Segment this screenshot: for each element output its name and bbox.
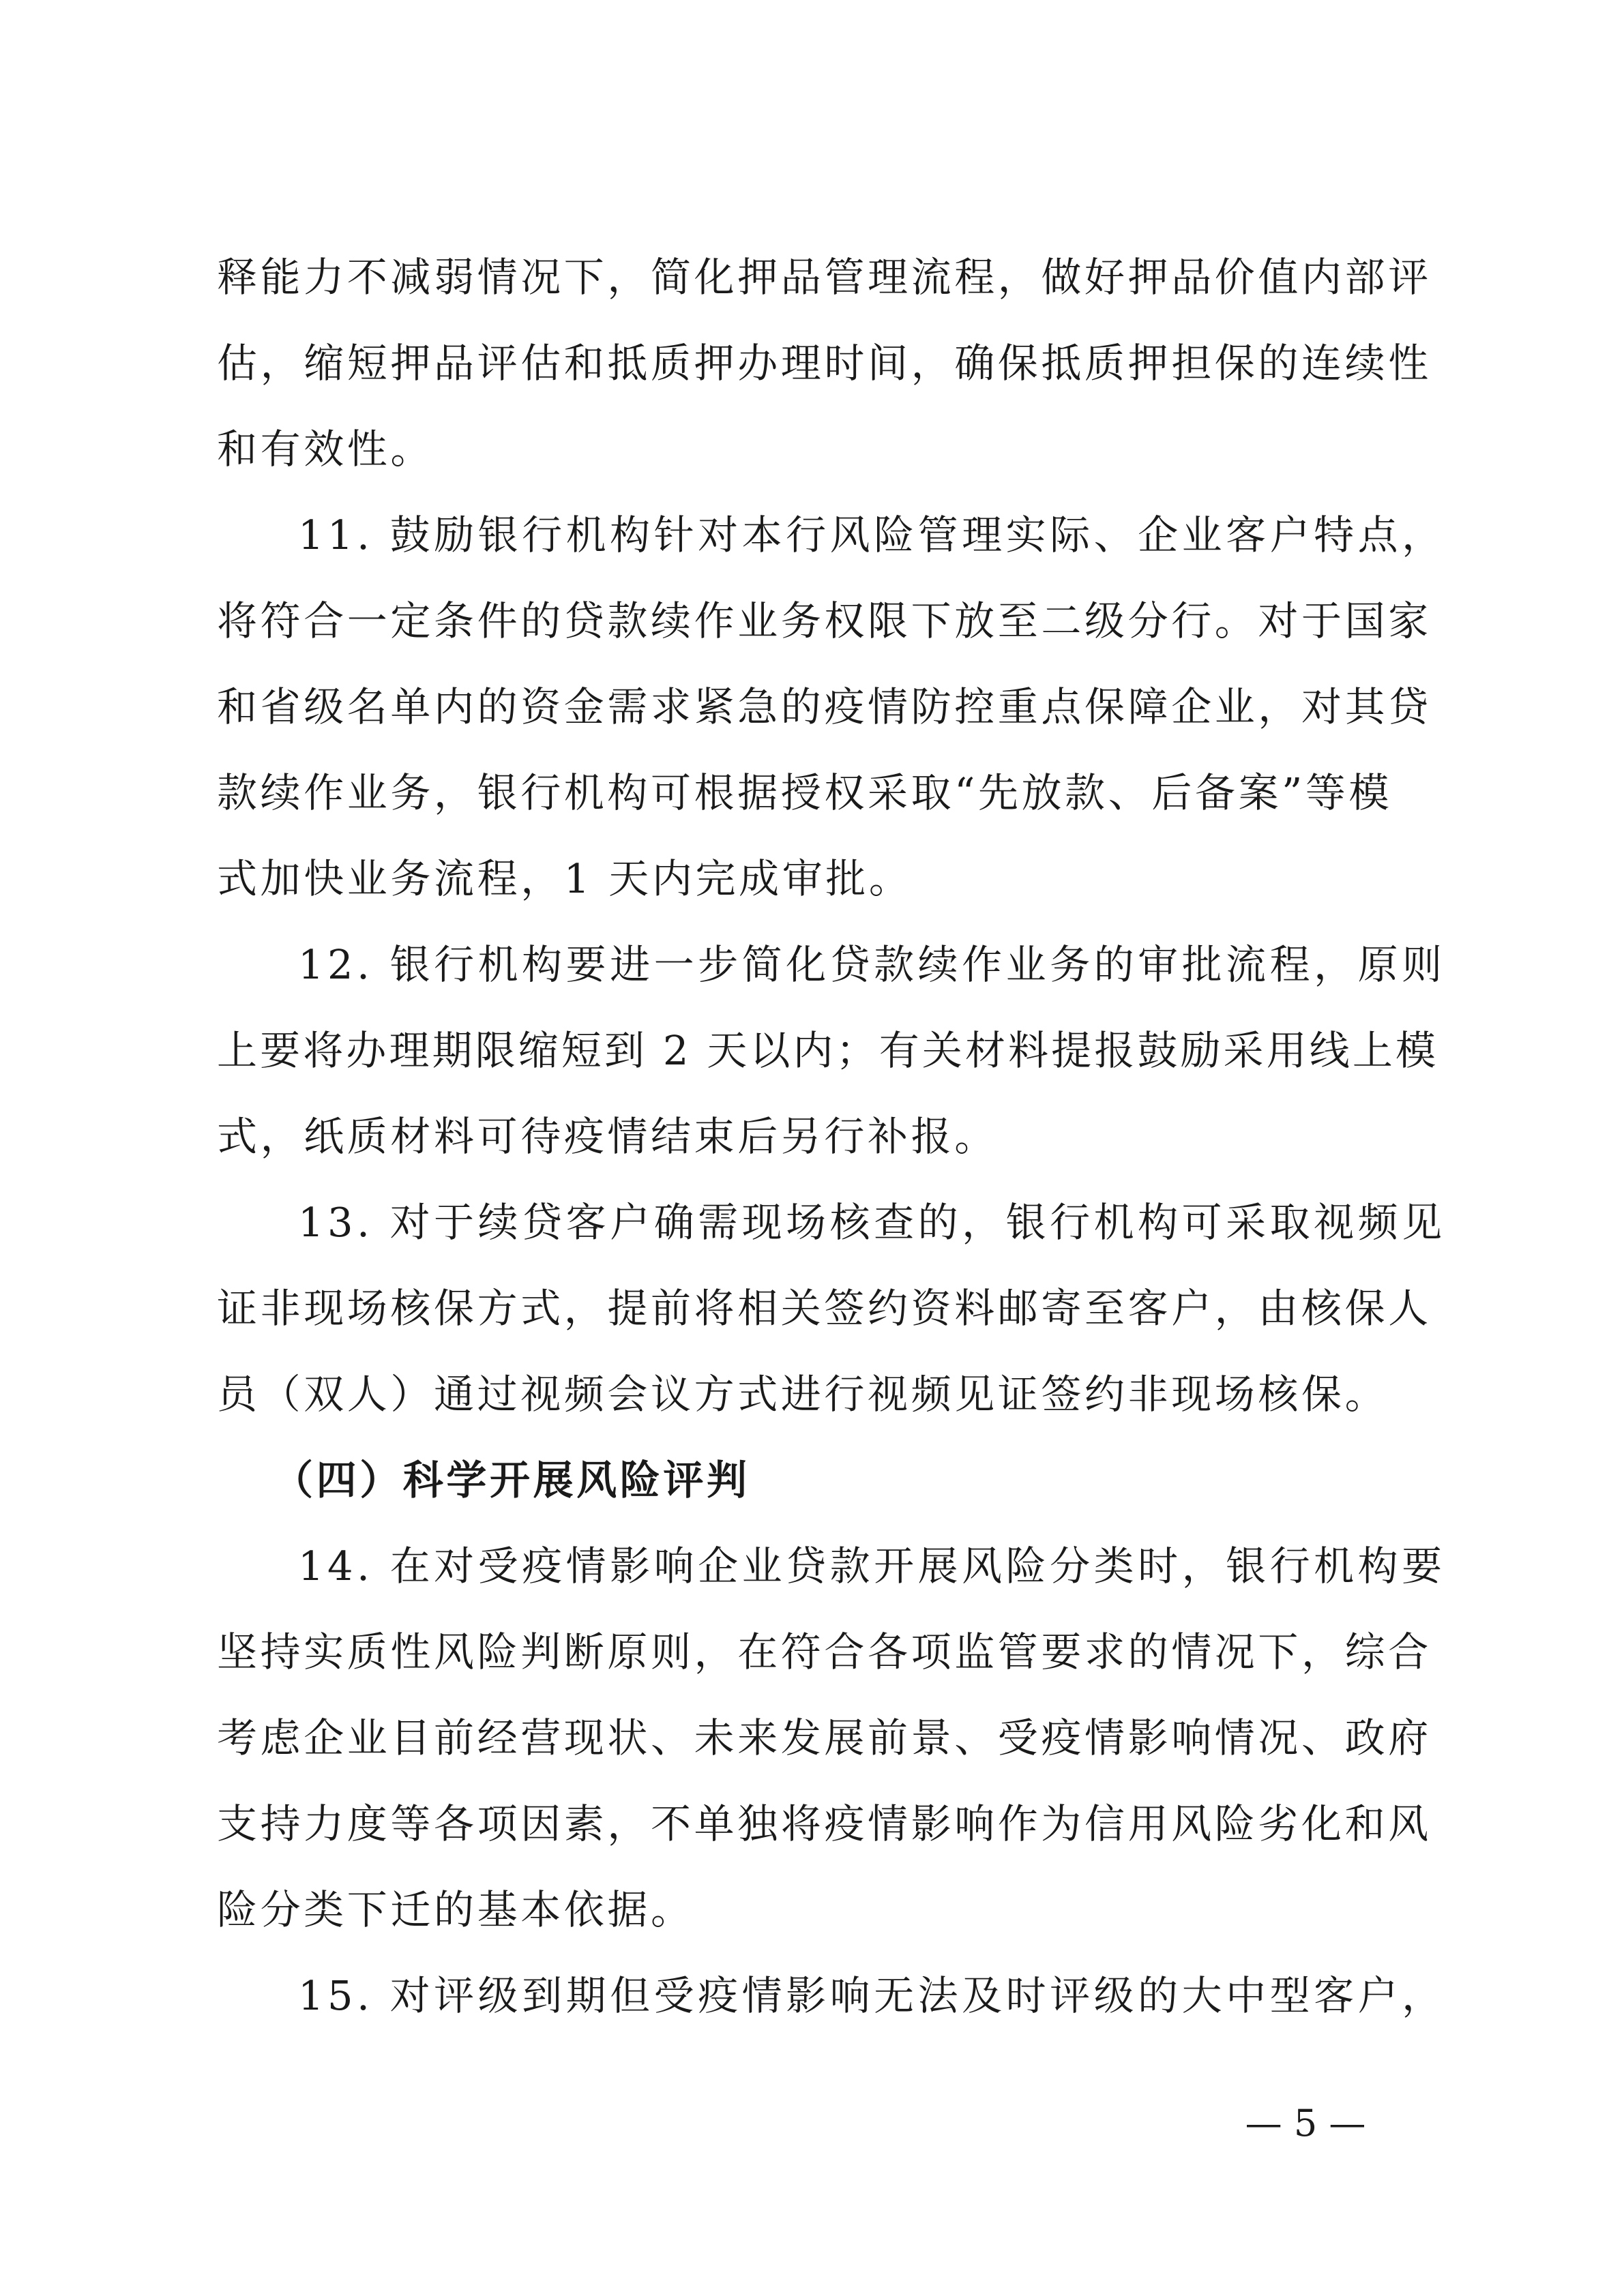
- page-number: — 5 —: [1245, 2102, 1366, 2145]
- body-line: 款续作业务，银行机构可根据授权采取“先放款、后备案”等模: [217, 769, 1393, 816]
- body-line: 坚持实质性风险判断原则，在符合各项监管要求的情况下，综合: [217, 1628, 1432, 1675]
- body-line: 估，缩短押品评估和抵质押办理时间，确保抵质押担保的连续性: [217, 340, 1432, 387]
- body-line: 险分类下迁的基本依据。: [217, 1886, 694, 1933]
- body-line: 和省级名单内的资金需求紧急的疫情防控重点保障企业，对其贷: [217, 683, 1432, 730]
- paragraph-12-start: 12. 银行机构要进一步简化贷款续作业务的审批流程，原则: [298, 941, 1446, 988]
- paragraph-13-start: 13. 对于续贷客户确需现场核查的，银行机构可采取视频见: [298, 1199, 1446, 1246]
- body-line: 考虑企业目前经营现状、未来发展前景、受疫情影响情况、政府: [217, 1714, 1432, 1761]
- body-line: 和有效性。: [217, 426, 434, 473]
- paragraph-11-start: 11. 鼓励银行机构针对本行风险管理实际、企业客户特点，: [298, 511, 1446, 558]
- body-line: 式加快业务流程，1 天内完成审批。: [217, 855, 913, 902]
- body-line: 将符合一定条件的贷款续作业务权限下放至二级分行。对于国家: [217, 597, 1432, 644]
- paragraph-14-start: 14. 在对受疫情影响企业贷款开展风险分类时，银行机构要: [298, 1542, 1446, 1590]
- body-line: 式，纸质材料可待疫情结束后另行补报。: [217, 1113, 998, 1160]
- body-line: 支持力度等各项因素，不单独将疫情影响作为信用风险劣化和风: [217, 1800, 1432, 1847]
- body-line: 上要将办理期限缩短到 2 天以内；有关材料提报鼓励采用线上模: [217, 1027, 1439, 1074]
- body-line: 员（双人）通过视频会议方式进行视频见证签约非现场核保。: [217, 1371, 1389, 1418]
- section-heading: （四）科学开展风险评判: [273, 1457, 750, 1504]
- body-line: 释能力不减弱情况下，简化押品管理流程，做好押品价值内部评: [217, 254, 1432, 301]
- body-line: 证非现场核保方式，提前将相关签约资料邮寄至客户，由核保人: [217, 1285, 1432, 1332]
- paragraph-15-start: 15. 对评级到期但受疫情影响无法及时评级的大中型客户，: [298, 1972, 1446, 2019]
